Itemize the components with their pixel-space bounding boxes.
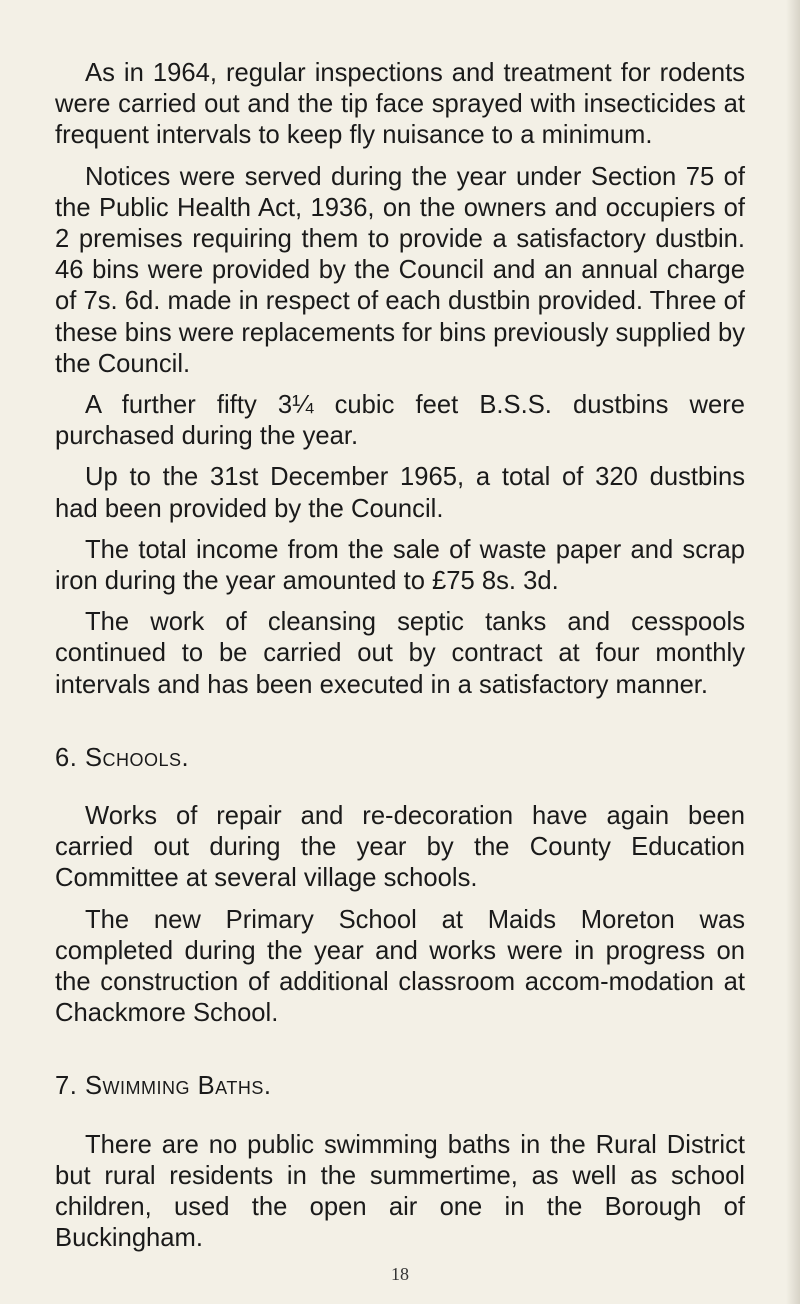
paragraph-dustbin-notices: Notices were served during the year under Section 75 of the Public Health Act, 1936, on the owners and occupiers of 2 premises requiring them to provide a satisfactory dustbin. 46 bins were provided by the Council and an annual charge of 7s. 6d. made in respect of each dustbin provided. Three of these bins were replacements for bins previously supplied by the Council. (55, 162, 745, 378)
section-heading-schools: 6. Schools. (55, 743, 190, 772)
paragraph-schools-repair: Works of repair and re-decoration have again been carried out during the year by the County Education Committee at several village schools. (55, 802, 745, 893)
section-heading-swimming: 7. Swimming Baths. (55, 1072, 272, 1101)
page-body (55, 58, 745, 1255)
paragraph-primary-school: The new Primary School at Maids Moreton was completed during the year and works were in progress on the construction of additional classroom accom-modation at Chackmore School. (55, 905, 745, 1028)
paragraph-swimming-baths: There are no public swimming baths in the Rural District but rural residents in the summertime, as well as school children, used the open air one in the Borough of Buckingham. (55, 1130, 745, 1253)
paragraph-rodents: As in 1964, regular inspections and treatment for rodents were carried out and the tip face sprayed with insecticides at frequent intervals to keep fly nuisance to a minimum. (55, 59, 745, 150)
paragraph-dustbin-purchase: A further fifty 3¼ cubic feet B.S.S. dustbins were purchased during the year. (55, 391, 745, 451)
paragraph-waste-income: The total income from the sale of waste paper and scrap iron during the year amounted to £75 8s. 3d. (55, 535, 745, 596)
paragraph-dustbin-total: Up to the 31st December 1965, a total of 320 dustbins had been provided by the Council. (55, 463, 745, 523)
paragraph-septic-tanks: The work of cleansing septic tanks and cesspools continued to be carried out by contract at four monthly intervals and has been executed in a satisfactory manner. (55, 608, 745, 699)
page-number: 18 (391, 1264, 409, 1284)
page-edge-shadow (786, 0, 800, 1304)
